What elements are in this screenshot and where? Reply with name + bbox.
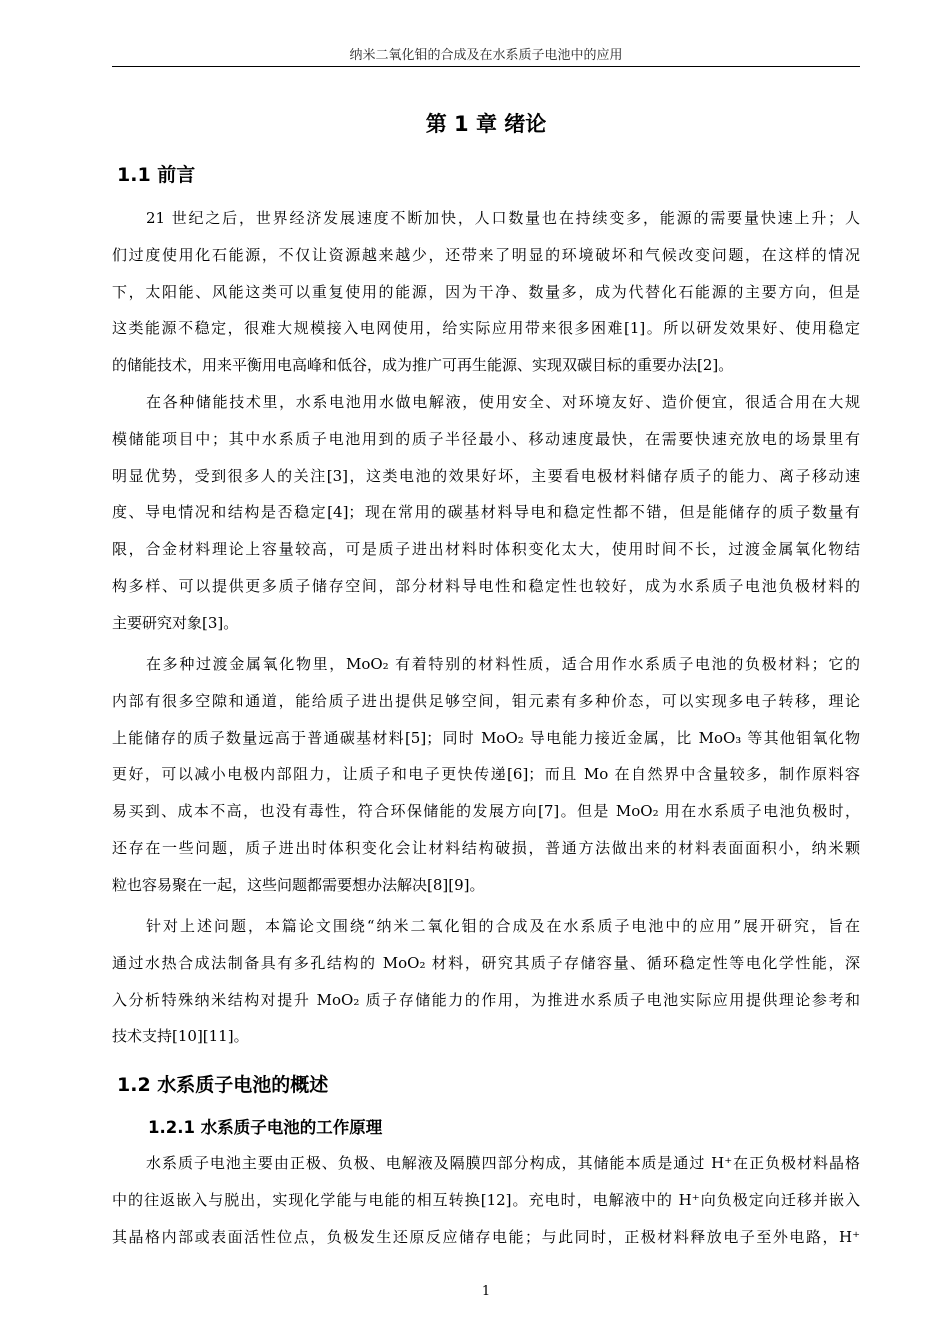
paragraph-line: 下，太阳能、风能这类可以重复使用的能源，因为干净、数量多，成为代替化石能源的主要方向，但是 xyxy=(112,282,860,301)
section-heading-1-1: 1.1 前言 xyxy=(117,164,196,186)
paragraph-5 xyxy=(112,1145,860,1255)
paragraph-line: 上能储存的质子数量远高于普通碳基材料[5]；同时 MoO₂ 导电能力接近金属，比 MoO₃ 等其他钼氧化物 xyxy=(112,728,860,747)
paragraph-line: 限，合金材料理论上容量较高，可是质子进出材料时体积变化太大，使用时间不长，过渡金属氧化物结 xyxy=(112,540,860,559)
paragraph-1 xyxy=(112,200,860,384)
paragraph-line: 明显优势，受到很多人的关注[3]，这类电池的效果好坏，主要看电极材料储存质子的能力、离子移动速 xyxy=(112,466,860,485)
paragraph-line: 技术支持[10][11]。 xyxy=(112,1027,249,1046)
paragraph-line: 更好，可以减小电极内部阻力，让质子和电子更快传递[6]；而且 Mo 在自然界中含量较多，制作原料容 xyxy=(112,765,860,784)
section-heading-1-2: 1.2 水系质子电池的概述 xyxy=(117,1074,329,1096)
paragraph-line: 构多样、可以提供更多质子储存空间，部分材料导电性和稳定性也较好，成为水系质子电池负极材料的 xyxy=(112,576,860,595)
paragraph-line: 们过度使用化石能源，不仅让资源越来越少，还带来了明显的环境破坏和气候改变问题，在这样的情况 xyxy=(112,245,860,264)
page-number: 1 xyxy=(481,1284,491,1299)
paragraph-line: 其晶格内部或表面活性位点，负极发生还原反应储存电能；与此同时，正极材料释放电子至外电路，H⁺ xyxy=(112,1227,860,1246)
paragraph-line: 粒也容易聚在一起，这些问题都需要想办法解决[8][9]。 xyxy=(112,875,485,894)
paragraph-line: 针对上述问题，本篇论文围绕“纳米二氧化钼的合成及在水系质子电池中的应用”展开研究，旨在 xyxy=(146,917,860,935)
paragraph-2 xyxy=(112,384,860,642)
paragraph-line: 度、导电情况和结构是否稳定[4]；现在常用的碳基材料导电和稳定性都不错，但是能储存的质子数量有 xyxy=(112,503,860,522)
paragraph-line: 水系质子电池主要由正极、负极、电解液及隔膜四部分构成，其储能本质是通过 H⁺在正负极材料晶格 xyxy=(146,1154,860,1172)
paragraph-line: 的储能技术，用来平衡用电高峰和低谷，成为推广可再生能源、实现双碳目标的重要办法[2]。 xyxy=(112,356,734,375)
paragraph-line: 21 世纪之后，世界经济发展速度不断加快，人口数量也在持续变多，能源的需要量快速上升；人 xyxy=(146,209,860,227)
paragraph-line: 通过水热合成法制备具有多孔结构的 MoO₂ 材料，研究其质子存储容量、循环稳定性等电化学性能，深 xyxy=(112,953,860,972)
paragraph-line: 主要研究对象[3]。 xyxy=(112,613,239,632)
paragraph-4 xyxy=(112,908,860,1055)
paragraph-line: 这类能源不稳定，很难大规模接入电网使用，给实际应用带来很多困难[1]。所以研发效果好、使用稳定 xyxy=(112,319,860,338)
paragraph-line: 入分析特殊纳米结构对提升 MoO₂ 质子存储能力的作用，为推进水系质子电池实际应用提供理论参考和 xyxy=(112,990,860,1009)
header-rule xyxy=(112,66,860,67)
paragraph-line: 内部有很多空隙和通道，能给质子进出提供足够空间，钼元素有多种价态，可以实现多电子转移，理论 xyxy=(112,691,860,710)
subsection-heading-1-2-1: 1.2.1 水系质子电池的工作原理 xyxy=(148,1118,383,1137)
paragraph-line: 还存在一些问题，质子进出时体积变化会让材料结构破损，普通方法做出来的材料表面面积小，纳米颗 xyxy=(112,838,860,857)
paragraph-3 xyxy=(112,646,860,904)
paragraph-line: 中的往返嵌入与脱出，实现化学能与电能的相互转换[12]。充电时，电解液中的 H⁺向负极定向迁移并嵌入 xyxy=(112,1190,860,1209)
paragraph-line: 在各种储能技术里，水系电池用水做电解液，使用安全、对环境友好、造价便宜，很适合用在大规 xyxy=(146,393,860,411)
paragraph-line: 模储能项目中；其中水系质子电池用到的质子半径最小、移动速度最快，在需要快速充放电的场景里有 xyxy=(112,429,860,448)
chapter-title: 第 1 章 绪论 xyxy=(425,112,547,136)
paragraph-line: 易买到、成本不高，也没有毒性，符合环保储能的发展方向[7]。但是 MoO₂ 用在水系质子电池负极时， xyxy=(112,802,860,821)
running-header: 纳米二氧化钼的合成及在水系质子电池中的应用 xyxy=(349,48,623,63)
paragraph-line: 在多种过渡金属氧化物里，MoO₂ 有着特别的材料性质，适合用作水系质子电池的负极材料；它的 xyxy=(146,655,860,673)
